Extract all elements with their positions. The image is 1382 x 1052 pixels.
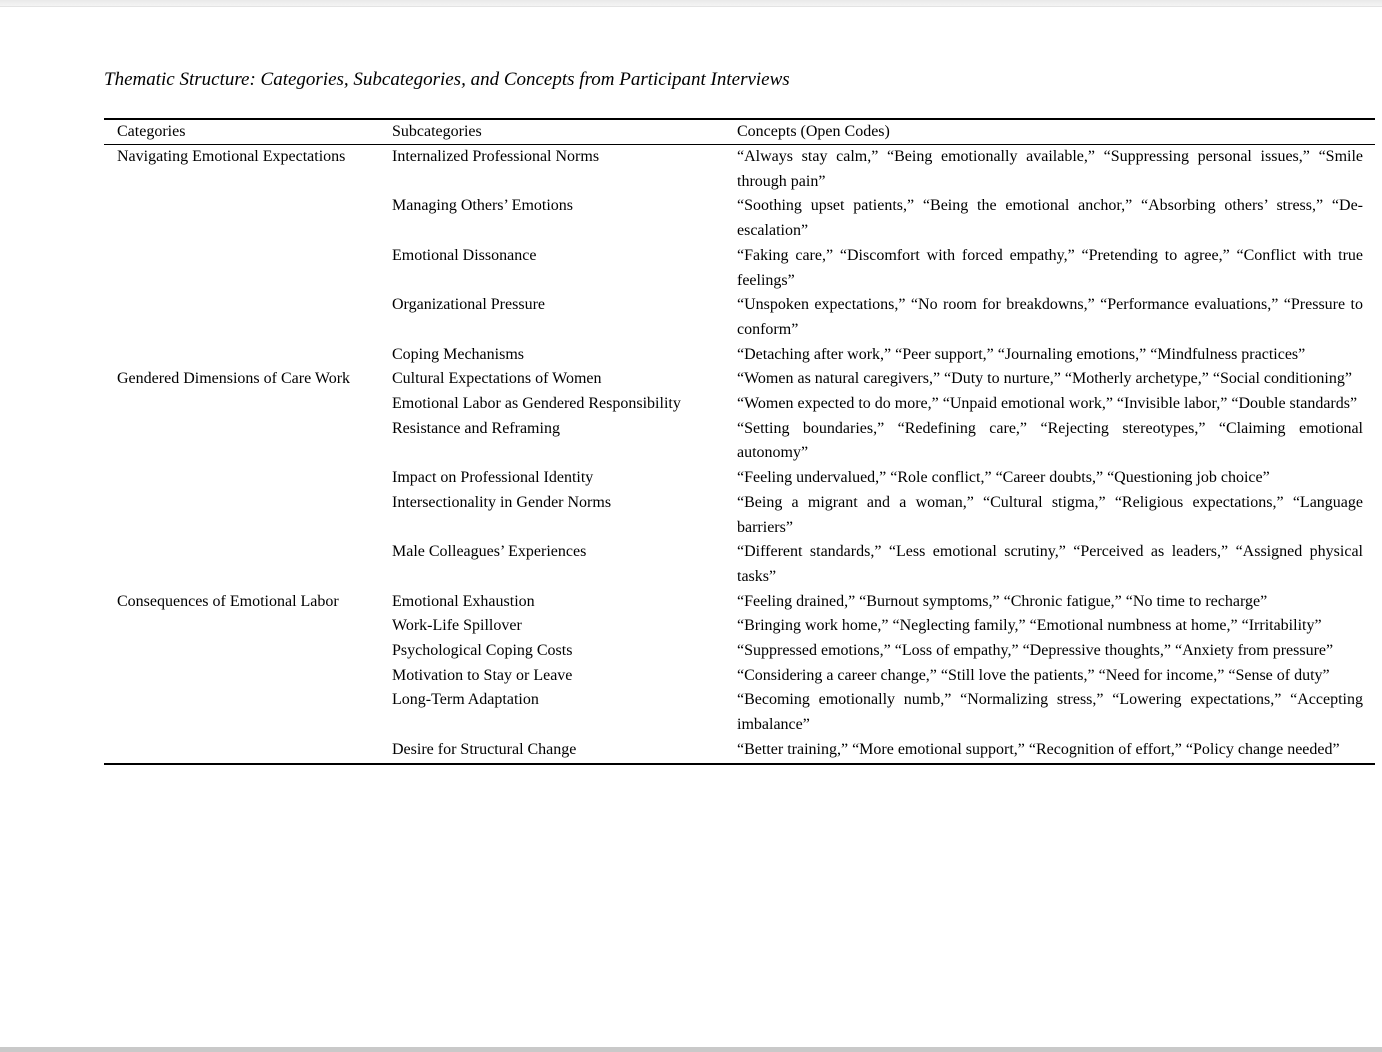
concepts-cell: “Feeling undervalued,” “Role conflict,” “Career doubts,” “Questioning job choice” bbox=[737, 469, 1270, 487]
subcategory-cell: Coping Mechanisms bbox=[392, 345, 524, 363]
category-cell: Navigating Emotional Expectations bbox=[117, 148, 346, 165]
subcategory-cell: Managing Others’ Emotions bbox=[392, 197, 574, 215]
concepts-cell: “Feeling drained,” “Burnout symptoms,” “Chronic fatigue,” “No time to recharge” bbox=[737, 592, 1268, 610]
concepts-cell: “Becoming emotionally numb,” “Normalizing stress,” “Lowering expectations,” “Accepting imbalance” bbox=[737, 691, 1363, 734]
table-title: Thematic Structure: Categories, Subcategories, and Concepts from Participant Interviews bbox=[104, 69, 790, 90]
category-cell: Gendered Dimensions of Care Work bbox=[117, 370, 351, 388]
subcategory-cell: Internalized Professional Norms bbox=[392, 148, 600, 165]
concepts-cell: “Setting boundaries,” “Redefining care,” “Rejecting stereotypes,” “Claiming emotional autonomy” bbox=[737, 419, 1363, 462]
table-row bbox=[104, 590, 1375, 615]
subcategory-cell: Organizational Pressure bbox=[392, 296, 545, 314]
header-categories: Categories bbox=[104, 119, 379, 145]
subcategory-cell: Work-Life Spillover bbox=[392, 617, 522, 635]
thematic-structure-table bbox=[104, 118, 1375, 765]
concepts-cell: “Bringing work home,” “Neglecting family,” “Emotional numbness at home,” “Irritability” bbox=[737, 617, 1322, 635]
concepts-cell: “Considering a career change,” “Still love the patients,” “Need for income,” “Sense of duty” bbox=[737, 666, 1330, 684]
page-bottom-edge bbox=[0, 1047, 1382, 1052]
category-cell: Consequences of Emotional Labor bbox=[117, 592, 339, 610]
subcategory-cell: Cultural Expectations of Women bbox=[392, 370, 602, 388]
subcategory-cell: Emotional Labor as Gendered Responsibility bbox=[392, 395, 681, 413]
concepts-cell: “Better training,” “More emotional support,” “Recognition of effort,” “Policy change needed” bbox=[737, 740, 1340, 758]
subcategory-cell: Resistance and Reframing bbox=[392, 419, 560, 437]
concepts-cell: “Unspoken expectations,” “No room for breakdowns,” “Performance evaluations,” “Pressure to conform” bbox=[737, 296, 1363, 338]
subcategory-cell: Male Colleagues’ Experiences bbox=[392, 543, 587, 561]
subcategory-cell: Emotional Exhaustion bbox=[392, 592, 535, 610]
header-row bbox=[104, 119, 1375, 145]
concepts-cell: “Women as natural caregivers,” “Duty to nurture,” “Motherly archetype,” “Social conditioning” bbox=[737, 370, 1352, 388]
concepts-cell: “Being a migrant and a woman,” “Cultural stigma,” “Religious expectations,” “Language barriers” bbox=[737, 493, 1363, 536]
concepts-cell: “Detaching after work,” “Peer support,” “Journaling emotions,” “Mindfulness practices” bbox=[737, 345, 1306, 363]
table-row bbox=[104, 367, 1375, 392]
concepts-cell: “Women expected to do more,” “Unpaid emotional work,” “Invisible labor,” “Double standards” bbox=[737, 395, 1358, 413]
concepts-cell: “Different standards,” “Less emotional scrutiny,” “Perceived as leaders,” “Assigned physical tasks” bbox=[737, 543, 1363, 585]
table-body bbox=[104, 145, 1375, 764]
subcategory-cell: Intersectionality in Gender Norms bbox=[392, 493, 612, 511]
concepts-cell: “Soothing upset patients,” “Being the emotional anchor,” “Absorbing others’ stress,” “De-escalation” bbox=[737, 197, 1363, 240]
header-concepts: Concepts (Open Codes) bbox=[724, 119, 1375, 145]
subcategory-cell: Impact on Professional Identity bbox=[392, 469, 594, 487]
page-top-edge bbox=[0, 0, 1382, 7]
subcategory-cell: Emotional Dissonance bbox=[392, 246, 537, 264]
subcategory-cell: Long-Term Adaptation bbox=[392, 691, 539, 709]
concepts-cell: “Faking care,” “Discomfort with forced empathy,” “Pretending to agree,” “Conflict with true feelings” bbox=[737, 246, 1363, 289]
header-subcategories: Subcategories bbox=[379, 119, 724, 145]
subcategory-cell: Desire for Structural Change bbox=[392, 740, 577, 758]
subcategory-cell: Motivation to Stay or Leave bbox=[392, 666, 573, 684]
subcategory-cell: Psychological Coping Costs bbox=[392, 642, 573, 660]
table-row bbox=[104, 145, 1375, 195]
concepts-cell: “Suppressed emotions,” “Loss of empathy,” “Depressive thoughts,” “Anxiety from pressure” bbox=[737, 642, 1334, 660]
table-header bbox=[104, 119, 1375, 145]
concepts-cell: “Always stay calm,” “Being emotionally available,” “Suppressing personal issues,” “Smile through pain” bbox=[737, 148, 1363, 190]
